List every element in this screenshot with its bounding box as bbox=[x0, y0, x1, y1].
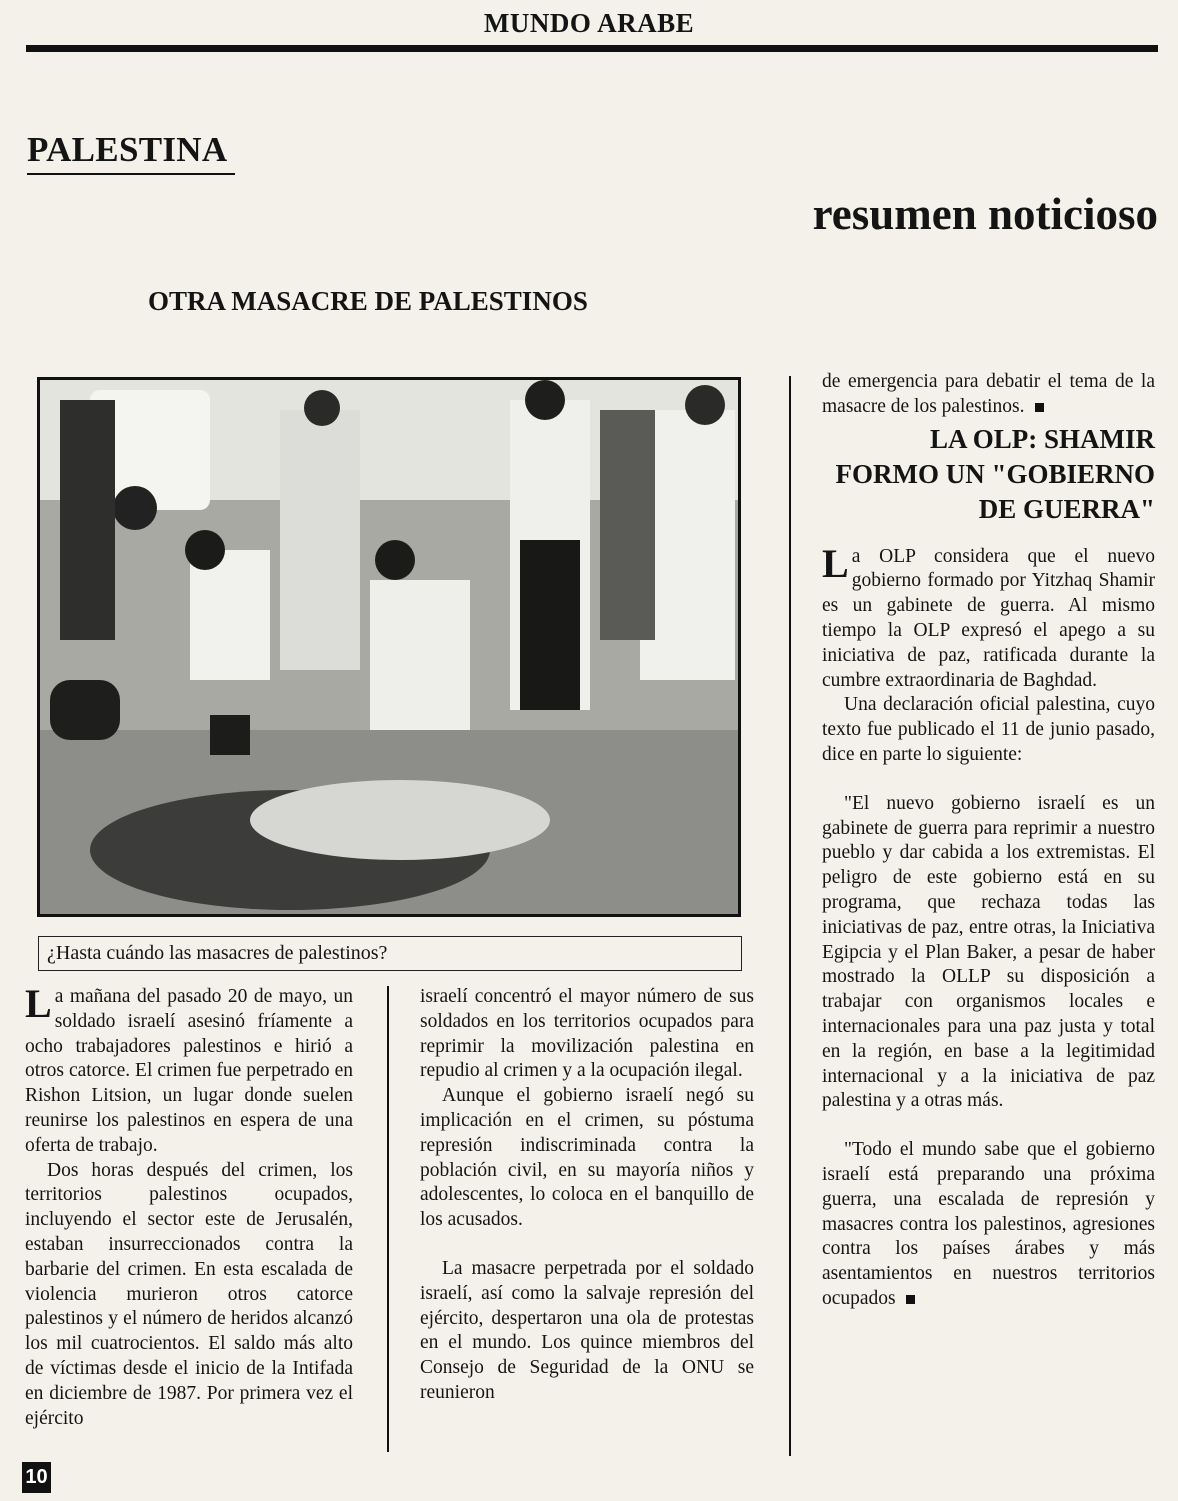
main-heading: resumen noticioso bbox=[812, 189, 1158, 239]
article-paragraph: Una declaración oficial palestina, cuyo texto fue publicado el 11 de junio pasado, dice en parte lo siguiente: bbox=[822, 694, 1155, 765]
article-paragraph: Dos horas después del crimen, los territorios palestinos ocupados, incluyendo el sector este de Jerusalén, estaban insurreccionados contra la barbarie del crimen. En esta escalada de violencia murieron otros catorce palestinos y el número de heridos alcanzó los mil cuatrocientos. El saldo más alto de víctimas desde el inicio de la Intifada en diciembre de 1987. Por primera vez el ejército bbox=[25, 1159, 353, 1429]
article-paragraph bbox=[822, 540, 1155, 694]
article-paragraph bbox=[822, 370, 1155, 420]
article-paragraph: "El nuevo gobierno israelí es un gabinete de guerra para reprimir a nuestro pueblo y dar cabida a los extremistas. El peligro de este gobierno está en su programa, que rechaza todas las iniciativas de paz, entre otras, la Iniciativa Egipcia y el Plan Baker, a pesar de haber mostrado la OLLP su disposición a trabajar con organismos locales e internacionales para una paz justa y total en la región, en base a la legitimidad internacional y a la iniciativa de paz palestina y a otras más. bbox=[822, 792, 1155, 1112]
news-photo bbox=[37, 377, 741, 917]
article-column-2 bbox=[420, 985, 754, 1406]
article-paragraph bbox=[25, 981, 353, 1159]
paragraph-text: a OLP considera que el nuevo gobierno formado por Yitzhaq Shamir es un gabinete de guerra. Al mismo tiempo la OLP expresó el apego a su iniciativa de paz, ratificada durante la cumbre extraordinaria de Baghdad. bbox=[822, 545, 1155, 691]
article-paragraph: La masacre perpetrada por el soldado israelí, así como la salvaje represión del ejército, despertaron una ola de protestas en el mundo. Los quince miembros del Consejo de Seguridad de la ONU se reunieron bbox=[420, 1257, 754, 1403]
article-column-3 bbox=[822, 370, 1155, 1312]
photo-caption: ¿Hasta cuándo las masacres de palestinos? bbox=[38, 936, 742, 971]
paragraph-text: "Todo el mundo sabe que el gobierno israelí está preparando una próxima guerra, una escalada de represión y masacres contra los palestinos, agresiones contra los países árabes y más asentamientos en nuestros territorios ocupados bbox=[822, 1139, 1155, 1309]
paragraph-gap bbox=[822, 1114, 1155, 1138]
header-rule bbox=[26, 45, 1158, 52]
paragraph-text: de emergencia para debatir el tema de la masacre de los palestinos. bbox=[822, 371, 1155, 417]
page-number: 10 bbox=[22, 1462, 51, 1493]
column-divider bbox=[789, 376, 791, 1456]
article-column-1 bbox=[25, 981, 353, 1431]
article-title: OTRA MASACRE DE PALESTINOS bbox=[148, 286, 588, 316]
section-title: MUNDO ARABE bbox=[483, 8, 695, 38]
paragraph-gap bbox=[822, 768, 1155, 792]
end-mark-icon bbox=[1035, 403, 1044, 412]
paragraph-gap bbox=[420, 1233, 754, 1257]
country-underline bbox=[27, 173, 235, 175]
drop-cap: L bbox=[822, 540, 849, 586]
end-mark-icon bbox=[906, 1295, 915, 1304]
sub-heading: LA OLP: SHAMIR FORMO UN "GOBIERNO DE GUERRA" bbox=[835, 423, 1155, 524]
column-divider bbox=[387, 986, 389, 1452]
article-paragraph: Aunque el gobierno israelí negó su implicación en el crimen, su póstuma represión indiscriminada contra la población civil, en su mayoría niños y adolescentes, lo coloca en el banquillo de los acusados. bbox=[420, 1085, 754, 1231]
country-heading: PALESTINA bbox=[27, 130, 228, 169]
article-paragraph bbox=[822, 1138, 1155, 1312]
news-photo-illustration bbox=[40, 380, 738, 914]
drop-cap: L bbox=[25, 981, 52, 1026]
article-paragraph: israelí concentró el mayor número de sus soldados en los territorios ocupados para reprimir la movilización palestina en repudio al crimen y a la ocupación ilegal. bbox=[420, 986, 754, 1082]
paragraph-text: a mañana del pasado 20 de mayo, un soldado israelí asesinó fríamente a ocho trabajadores palestinos e hirió a otros catorce. El crimen fue perpetrado en Rishon Litsion, un lugar donde suelen reunirse los palestinos en espera de una oferta de trabajo. bbox=[25, 986, 353, 1156]
